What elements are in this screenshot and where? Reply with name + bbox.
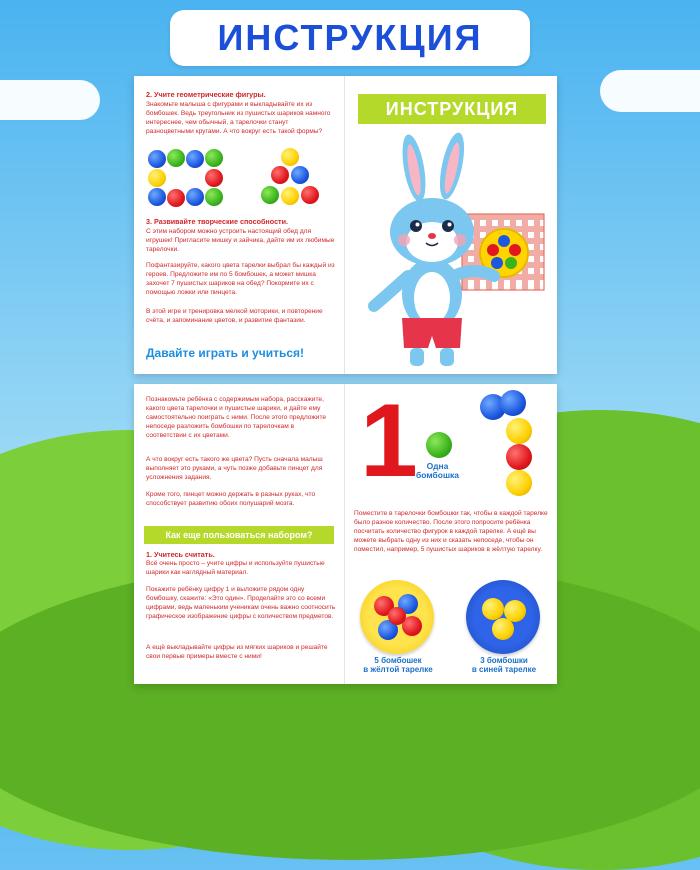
- bunny-illustration: [344, 126, 557, 374]
- blue-plate: [466, 580, 540, 654]
- pompom: [506, 444, 532, 470]
- section-1-body-2: Покажите ребёнку цифру 1 и выложите рядом одну бомбошку, скажите: «Это один». Проделайте это со всеми цифрами, ведь маленьким ученикам очень важно соотносить графическое изображение цифры с количеством предметов.: [146, 586, 336, 620]
- one-pompom-label-line-2: бомбошка: [416, 470, 460, 481]
- pompom: [148, 188, 166, 206]
- pompom: [186, 150, 204, 168]
- how-to-use-text: Как еще пользоваться набором?: [165, 530, 313, 540]
- instruction-label: [358, 94, 546, 124]
- section-3-title: 3. Развивайте творческие способности.: [146, 217, 288, 226]
- pompom: [167, 189, 185, 207]
- pompom: [492, 618, 514, 640]
- tablecloth: [462, 214, 544, 290]
- pompom: [186, 188, 204, 206]
- yellow-plate-caption-line-1: 5 бомбошек: [374, 656, 422, 665]
- one-pompom-label-line-1: Одна: [426, 461, 449, 471]
- pompom: [271, 166, 289, 184]
- pompom: [500, 390, 526, 416]
- intro-paragraph-2: А что вокруг есть такого же цвета? Пусть сначала малыш выполняет это руками, а чуть позже добавьте пинцет для усложнения задания.: [146, 456, 323, 481]
- pompom: [148, 150, 166, 168]
- yellow-plate-caption: [348, 656, 448, 674]
- intro-paragraph-3: Кроме того, пинцет можно держать в разных руках, что способствует развитию обоих полушарий мозга.: [146, 491, 316, 507]
- blue-plate-caption: [454, 656, 554, 674]
- pompom: [148, 169, 166, 187]
- pompom: [205, 188, 223, 206]
- pompom: [281, 148, 299, 166]
- section-3-body-1: С этим набором можно устроить настоящий обед для игрушек! Пригласите мишку и зайчика, дайте им их любимые тарелочки.: [146, 228, 335, 253]
- pompom: [301, 186, 319, 204]
- how-to-use-banner: [144, 526, 334, 544]
- slogan: Давайте играть и учиться!: [146, 346, 304, 360]
- cloud: [0, 80, 100, 120]
- blue-plate-caption-line-1: 3 бомбошки: [480, 656, 528, 665]
- section-1-body-1: Всё очень просто – учите цифры и используйте пушистые шарики как наглядный материал.: [146, 560, 325, 576]
- pompom: [388, 607, 406, 625]
- big-digit-one: 1: [360, 384, 418, 499]
- counting-instructions: Поместите в тарелочки бомбошки так, чтобы в каждой тарелке было разное количество. После этого попросите ребёнка посчитать количество фигурок в каждой тарелке. А ещё вы можете выбрать одну из них и сказать непоседе, чтобы он поместил, например, 5 пушистых шариков в жёлтую тарелку.: [354, 510, 548, 553]
- pompom: [291, 166, 309, 184]
- section-1-body-3: А ещё выкладывайте цифры из мягких шариков и решайте свои первые примеры вместе с ними!: [146, 644, 328, 660]
- pompom: [506, 418, 532, 444]
- pompom: [506, 470, 532, 496]
- page-title-banner: [170, 10, 530, 66]
- yellow-plate: [360, 580, 434, 654]
- section-2-body: Знакомьте малыша с фигурами и выкладывайте их из бомбошек. Ведь треугольник из пушистых шариков намного интереснее, чем обычный, а тарелочки станут разноцветными кругами. А что вокруг есть такой формы?: [146, 101, 331, 135]
- instruction-sheet-bottom: [134, 384, 557, 684]
- pompom: [167, 149, 185, 167]
- single-pompom: [426, 432, 452, 458]
- section-3-body-2: Пофантазируйте, какого цвета тарелки выбрал бы каждый из героев. Предложите им по 5 бомбошек, а может мишка захочет 7 пушистых шариков на обед? Покормите их с помощью ложки или пинцета.: [146, 262, 335, 296]
- pompom: [281, 187, 299, 205]
- yellow-plate-caption-line-2: в жёлтой тарелке: [363, 665, 433, 675]
- cloud: [600, 70, 700, 112]
- pompom: [261, 186, 279, 204]
- one-pompom-label: [416, 462, 459, 481]
- section-1-title: 1. Учитесь считать.: [146, 550, 215, 559]
- pompom: [205, 169, 223, 187]
- page-title: ИНСТРУКЦИЯ: [217, 17, 483, 58]
- instruction-sheet-top: [134, 76, 557, 374]
- instruction-label-text: ИНСТРУКЦИЯ: [385, 98, 519, 119]
- pompom: [205, 149, 223, 167]
- intro-paragraph-1: Познакомьте ребёнка с содержимым набора, расскажите, какого цвета тарелочки и пушистые шарики, и дайте ему самостоятельно поиграть с ними. После этого предложите непоседе разложить бомбошки по тарелочкам в соответствии с их цветами.: [146, 396, 327, 439]
- pompom: [482, 598, 504, 620]
- section-2-title: 2. Учите геометрические фигуры.: [146, 90, 266, 99]
- blue-plate-caption-line-2: в синей тарелке: [471, 665, 537, 675]
- section-3-body-3: В этой игре и тренировка мелкой моторики, и повторение счёта, и запоминание цветов, и развитие фантазии.: [146, 308, 323, 324]
- sheet-fold: [344, 384, 345, 684]
